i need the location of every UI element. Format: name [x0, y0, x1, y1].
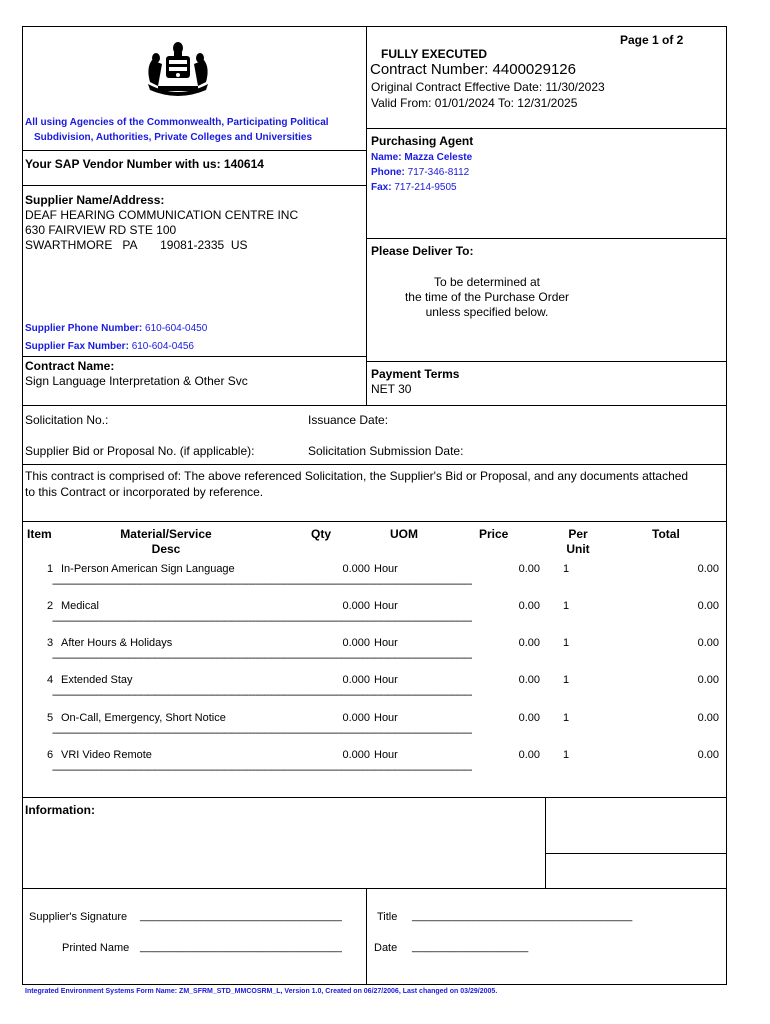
item-per: 1 [563, 563, 570, 575]
item-qty: 0.000 [342, 563, 370, 575]
supplier-fax-label: Supplier Fax Number: [25, 341, 129, 352]
item-qty: 0.000 [342, 712, 370, 724]
contract-number: Contract Number: 4400029126 [370, 61, 576, 78]
item-per: 1 [563, 712, 570, 724]
agent-phone [371, 167, 469, 178]
supplier-phone [25, 323, 207, 334]
col-per-unit [558, 527, 598, 557]
row-separator: ------------------------------------------------------------------------------------------------------------------------------------------------------------------------------------ [52, 766, 472, 776]
divider [22, 405, 727, 406]
item-uom: Hour [374, 749, 398, 761]
comprised-text: This contract is comprised of: The above referenced Solicitation, the Supplier's Bid or Proposal, and any documents attached [25, 469, 689, 483]
item-uom: Hour [374, 637, 398, 649]
divider [22, 521, 727, 522]
item-uom: Hour [374, 674, 398, 686]
divider [22, 356, 366, 357]
status-label: FULLY EXECUTED [381, 47, 488, 61]
supplier-fax-value: 610-604-0456 [131, 341, 194, 352]
row-separator: ------------------------------------------------------------------------------------------------------------------------------------------------------------------------------------ [52, 580, 472, 590]
item-per: 1 [563, 674, 570, 686]
deliver-heading: Please Deliver To: [371, 244, 474, 258]
form-footer: Integrated Environment Systems Form Name: ZM_SFRM_STD_MMCOSRM_L, Version 1.0, Created on 06/27/2006, Last changed on 03/29/2005. [25, 988, 498, 995]
supplier-city: SWARTHMORE PA 19081-2335 US [25, 238, 248, 252]
col-item: Item [27, 527, 52, 541]
contract-name-label: Contract Name: [25, 359, 115, 373]
comprised-text: to this Contract or incorporated by reference. [25, 485, 264, 499]
deliver-line: To be determined at [433, 275, 541, 289]
item-price: 0.00 [518, 749, 540, 761]
col-desc-line: Desc [151, 542, 181, 556]
divider [22, 797, 727, 798]
item-no: 3 [47, 637, 54, 649]
item-desc: Extended Stay [61, 674, 133, 686]
divider [366, 128, 727, 129]
date-line[interactable]: ___________________ [412, 941, 529, 953]
item-desc: In-Person American Sign Language [61, 563, 235, 575]
divider [22, 464, 727, 465]
agent-phone-label: Phone: [371, 167, 405, 178]
item-uom: Hour [374, 563, 398, 575]
printed-name-line[interactable]: _________________________________ [140, 941, 342, 953]
deliver-text [366, 275, 608, 320]
submission-date-label: Solicitation Submission Date: [308, 444, 464, 458]
divider [545, 797, 546, 888]
item-price: 0.00 [518, 563, 540, 575]
item-desc: VRI Video Remote [61, 749, 152, 761]
item-total: 0.00 [697, 637, 719, 649]
item-total: 0.00 [697, 674, 719, 686]
item-no: 6 [47, 749, 54, 761]
item-no: 4 [47, 674, 54, 686]
title-line[interactable]: ____________________________________ [412, 910, 633, 922]
item-no: 2 [47, 600, 54, 612]
item-qty: 0.000 [342, 637, 370, 649]
divider [22, 185, 366, 186]
payment-terms-value: NET 30 [371, 382, 412, 396]
deliver-line: unless specified below. [425, 305, 549, 319]
payment-terms-label: Payment Terms [371, 367, 460, 381]
divider [366, 26, 367, 405]
item-total: 0.00 [697, 600, 719, 612]
date-label: Date [374, 942, 398, 954]
item-uom: Hour [374, 712, 398, 724]
item-price: 0.00 [518, 674, 540, 686]
item-desc: Medical [61, 600, 99, 612]
divider [366, 888, 367, 985]
agencies-text: Subdivision, Authorities, Private Colleges and Universities [34, 132, 313, 143]
contract-name-value: Sign Language Interpretation & Other Svc [25, 374, 248, 388]
item-no: 5 [47, 712, 54, 724]
agent-phone-value: 717-346-8112 [407, 167, 470, 178]
bid-no-label: Supplier Bid or Proposal No. (if applicable): [25, 444, 255, 458]
divider [22, 150, 366, 151]
deliver-line: the time of the Purchase Order [404, 290, 570, 304]
item-per: 1 [563, 600, 570, 612]
divider [366, 238, 727, 239]
col-desc [106, 527, 226, 557]
agent-fax [371, 182, 457, 193]
col-total: Total [652, 527, 680, 541]
item-total: 0.00 [697, 712, 719, 724]
supplier-fax [25, 341, 194, 352]
col-per-line: Unit [566, 542, 590, 556]
vendor-number: Your SAP Vendor Number with us: 140614 [25, 157, 264, 171]
col-per-line: Per [568, 527, 588, 541]
agencies-text: All using Agencies of the Commonwealth, Participating Political [25, 117, 329, 128]
supplier-phone-label: Supplier Phone Number: [25, 323, 143, 334]
table-row [0, 563, 770, 579]
agent-name [371, 152, 472, 163]
valid-dates: Valid From: 01/01/2024 To: 12/31/2025 [371, 96, 578, 110]
col-price: Price [479, 527, 509, 541]
item-uom: Hour [374, 600, 398, 612]
agent-fax-value: 717-214-9505 [394, 182, 457, 193]
issuance-date-label: Issuance Date: [308, 413, 389, 427]
item-desc: After Hours & Holidays [61, 637, 173, 649]
divider [545, 853, 727, 854]
item-per: 1 [563, 637, 570, 649]
supplier-phone-value: 610-604-0450 [145, 323, 208, 334]
suppliers-signature-label: Supplier's Signature [29, 911, 128, 923]
page-label: Page 1 of 2 [620, 33, 684, 47]
item-qty: 0.000 [342, 600, 370, 612]
commonwealth-seal-icon [138, 38, 218, 100]
table-row [0, 637, 770, 653]
item-per: 1 [563, 749, 570, 761]
effective-date: Original Contract Effective Date: 11/30/2023 [371, 80, 605, 94]
table-row [0, 674, 770, 690]
table-row [0, 600, 770, 616]
printed-name-label: Printed Name [62, 942, 130, 954]
item-price: 0.00 [518, 600, 540, 612]
item-qty: 0.000 [342, 749, 370, 761]
suppliers-signature-line[interactable]: _________________________________ [140, 910, 342, 922]
agent-name-label: Name: [371, 152, 402, 163]
information-label: Information: [25, 803, 95, 817]
divider [22, 888, 727, 889]
col-uom: UOM [390, 527, 418, 541]
supplier-street: 630 FAIRVIEW RD STE 100 [25, 223, 177, 237]
item-qty: 0.000 [342, 674, 370, 686]
agent-fax-label: Fax: [371, 182, 392, 193]
col-desc-line: Material/Service [120, 527, 212, 541]
item-total: 0.00 [697, 749, 719, 761]
row-separator: ------------------------------------------------------------------------------------------------------------------------------------------------------------------------------------ [52, 617, 472, 627]
col-qty: Qty [311, 527, 332, 541]
row-separator: ------------------------------------------------------------------------------------------------------------------------------------------------------------------------------------ [52, 729, 472, 739]
item-total: 0.00 [697, 563, 719, 575]
item-price: 0.00 [518, 637, 540, 649]
row-separator: ------------------------------------------------------------------------------------------------------------------------------------------------------------------------------------ [52, 654, 472, 664]
item-desc: On-Call, Emergency, Short Notice [61, 712, 226, 724]
supplier-name: DEAF HEARING COMMUNICATION CENTRE INC [25, 208, 299, 222]
table-row [0, 749, 770, 765]
agent-heading: Purchasing Agent [371, 134, 474, 148]
agent-name-value: Mazza Celeste [404, 152, 473, 163]
item-no: 1 [47, 563, 54, 575]
title-label: Title [377, 911, 398, 923]
row-separator: ------------------------------------------------------------------------------------------------------------------------------------------------------------------------------------ [52, 691, 472, 701]
supplier-heading: Supplier Name/Address: [25, 193, 165, 207]
table-row [0, 712, 770, 728]
divider [366, 361, 727, 362]
solicitation-no-label: Solicitation No.: [25, 413, 109, 427]
item-price: 0.00 [518, 712, 540, 724]
